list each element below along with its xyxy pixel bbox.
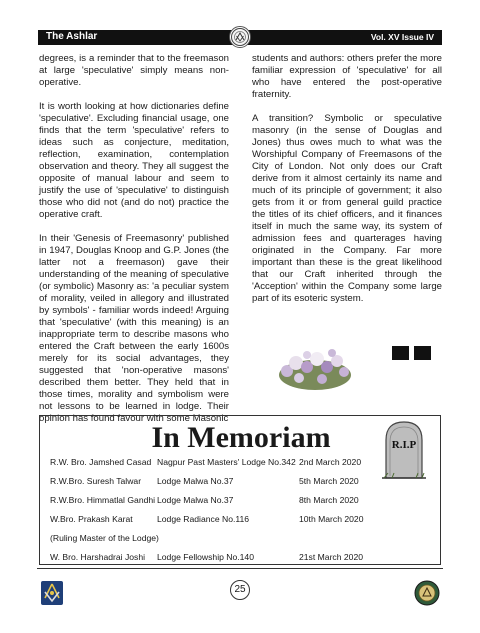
member-name: R.W. Bro. Jamshed Casad	[50, 457, 152, 467]
member-date: 5th March 2020	[299, 476, 359, 486]
member-lodge: Lodge Radiance No.116	[157, 514, 250, 524]
member-name: (Ruling Master of the Lodge)	[50, 533, 159, 543]
paragraph: In their 'Genesis of Freemasonry' published in 1947, Douglas Knoop and G.P. Jones (the latter not a freemason) gave their understanding of the meaning of speculative (or symbolic) Masonry as: 'a peculiar system of morality, veiled in allegory and illustrated by symbols' - familiar words indeed! Arguing that 'speculative' (with this meaning) is an inappropriate term to describe masons who entered the Craft between the early 1600s merely for its social advantages, they suggested that 'non-operative masons' described them better. They held that in those times, morality and symbolism were not lessons to be learned in lodge. Their opinion has found favour with some Masonic	[39, 233, 229, 424]
paragraph: students and authors: others prefer the more familiar expression of 'speculative' for all who have entered the post-operative fraternity.	[252, 53, 442, 100]
masonic-square-compass-emblem-icon	[40, 580, 64, 611]
member-date: 8th March 2020	[299, 495, 359, 505]
flower-bouquet-icon	[277, 345, 353, 396]
footer-divider	[37, 568, 443, 569]
article-right-column	[252, 53, 442, 317]
tombstone-label: R.I.P	[391, 439, 417, 451]
member-name: R.W.Bro. Suresh Talwar	[50, 476, 142, 486]
magazine-title: The Ashlar	[46, 31, 98, 42]
member-lodge: Nagpur Past Masters' Lodge No.342	[157, 457, 296, 467]
paragraph: It is worth looking at how dictionaries define 'speculative'. Excluding financial usage, one finds that the term 'speculative' refers to ideas such as conjecture, meditation, reflection, examination, contemplation observation and theory. They all suggest the opposite of manual labour and seem to justify the use of 'speculative' to distinguish those who did not (and do not) practice the operative craft.	[39, 101, 229, 220]
article-left-column	[39, 53, 229, 437]
memoriam-title: In Memoriam	[151, 421, 331, 454]
paragraph: degrees, is a reminder that to the freemason at large 'speculative' simply means non-operative.	[39, 53, 229, 88]
tombstone-icon	[380, 418, 428, 485]
member-lodge: Lodge Malwa No.37	[157, 495, 234, 505]
issue-label: Vol. XV Issue IV	[370, 32, 434, 42]
lodge-seal-emblem-icon	[414, 580, 440, 611]
member-name: R.W.Bro. Himmatlal Gandhi	[50, 495, 156, 505]
member-lodge: Lodge Malwa No.37	[157, 476, 234, 486]
in-memoriam-box	[39, 415, 441, 565]
paragraph: A transition? Symbolic or speculative masonry (in the sense of Douglas and Jones) thus owes much to what was the Worshipful Company of Freemasons of the City of London. Not only does our Craft derive from it almost certainly its name and much of its principle of government; it also gets from it or from general guild practice the titles of its chief officers, and it finances itself in much the same way, its system of admission fees and quarterages having originated in the Company. Far more important than these is the great likelihood that our Craft inherited through the 'Acception' within the Company some large part of its esoteric system.	[252, 113, 442, 304]
masonic-seal-icon	[229, 26, 251, 48]
member-name: W.Bro. Prakash Karat	[50, 514, 133, 524]
member-lodge: Lodge Fellowship No.140	[157, 552, 254, 562]
member-date: 2nd March 2020	[299, 457, 362, 467]
member-date: 21st March 2020	[299, 552, 364, 562]
member-name: W. Bro. Harshadrai Joshi	[50, 552, 146, 562]
decorative-squares	[392, 346, 432, 360]
member-date: 10th March 2020	[299, 514, 364, 524]
page-number: 25	[230, 580, 250, 600]
